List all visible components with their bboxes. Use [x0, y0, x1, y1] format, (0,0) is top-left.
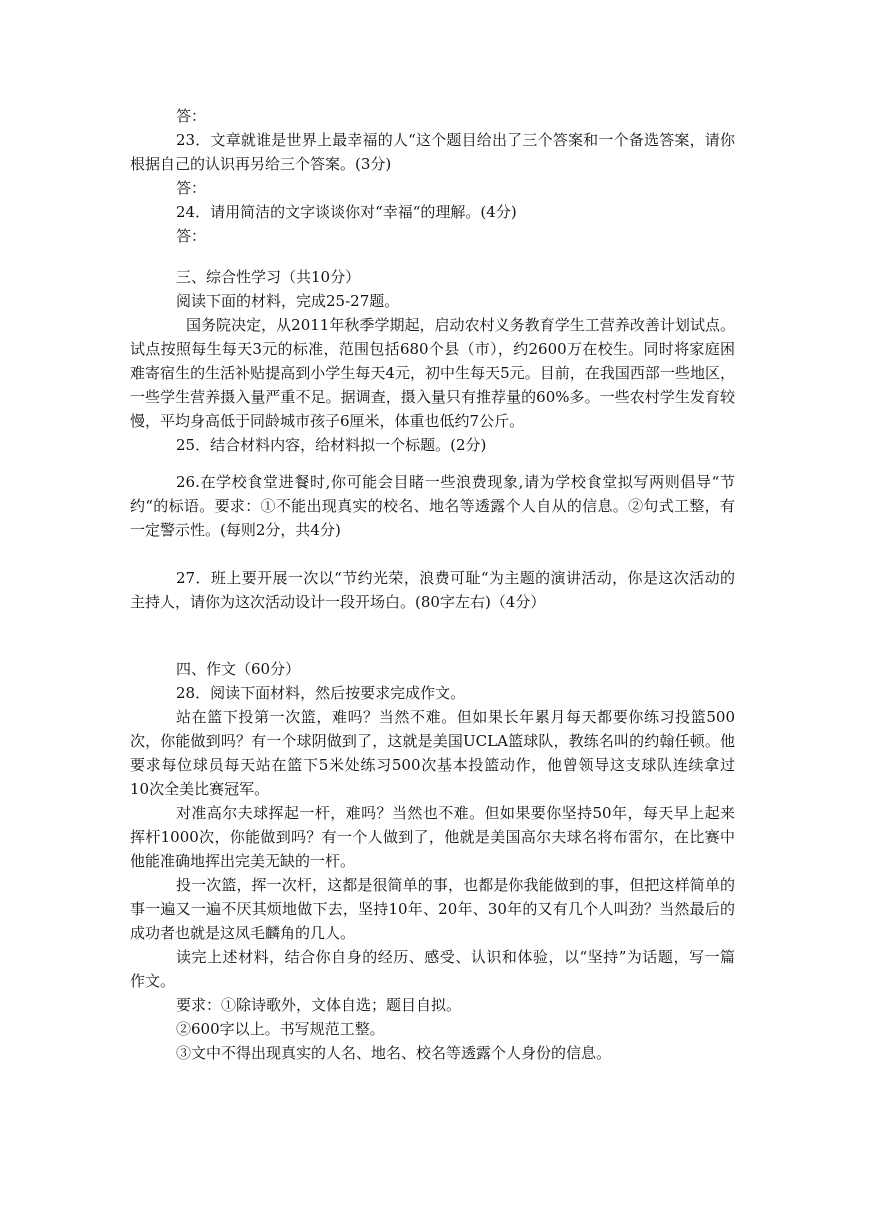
- answer-label: 答：: [176, 227, 207, 245]
- requirement-3: ③文中不得出现真实的人名、地名、校名等透露个人身份的信息。: [176, 1044, 612, 1062]
- question-23-line1: 23．文章就谁是世界上最幸福的人“这个题目给出了三个答案和一个备选答案，请你: [176, 131, 735, 149]
- material-line: 一些学生营养摄入量严重不足。据调查，摄入量只有推荐量的60%多。一些农村学生发育较: [130, 388, 735, 406]
- essay-material-line: 事一遍又一遍不厌其烦地做下去，坚持10年、20年、30年的又有几个人叫劲？当然最后的: [130, 900, 735, 918]
- essay-material-line: 站在篮下投第一次篮，难吗？当然不难。但如果长年累月每天都要你练习投篮500: [176, 708, 735, 726]
- material-line: 国务院决定，从2011年秋季学期起，启动农村义务教育学生工营养改善计划试点。: [186, 316, 735, 334]
- essay-material-line: 10次全美比赛冠军。: [130, 780, 270, 798]
- answer-label: 答：: [176, 107, 207, 125]
- essay-material-line: 挥杆1000次，你能做到吗？有一个人做到了，他就是美国高尔夫球名将布雷尔，在比赛中: [130, 828, 735, 846]
- essay-prompt-line: 读完上述材料，结合你自身的经历、感受、认识和体验，以“坚持”为话题，写一篇: [176, 948, 735, 966]
- question-24: 24．请用简洁的文字谈谈你对“幸福“的理解。(4分): [176, 203, 517, 221]
- requirement-1: 要求：①除诗歌外，文体自选；题目自拟。: [176, 996, 462, 1014]
- question-27-line1: 27．班上要开展一次以“节约光荣，浪费可耻“为主题的演讲活动，你是这次活动的: [176, 569, 735, 587]
- section-3-intro: 阅读下面的材料，完成25-27题。: [176, 292, 400, 310]
- essay-material-line: 要求每位球员每天站在篮下5米处练习500次基本投篮动作，他曾领导这支球队连续拿过: [130, 756, 735, 774]
- section-3-title: 三、综合性学习（共10分）: [176, 268, 361, 286]
- question-27-line2: 主持人，请你为这次活动设计一段开场白。(80字左右)（4分）: [130, 593, 546, 611]
- question-23-line2: 根据自己的认识再另给三个答案。(3分): [130, 155, 392, 173]
- question-28-intro: 28．阅读下面材料，然后按要求完成作文。: [176, 684, 466, 702]
- question-26-line1: 26.在学校食堂进餐时,你可能会目睹一些浪费现象,请为学校食堂拟写两则倡导“节: [176, 473, 735, 491]
- section-4-title: 四、作文（60分）: [176, 660, 301, 678]
- question-26-line2: 约“的标语。要求：①不能出现真实的校名、地名等透露个人自从的信息。②句式工整，有: [130, 497, 735, 515]
- essay-material-line: 他能准确地挥出完美无缺的一杆。: [130, 852, 356, 870]
- essay-material-line: 对准高尔夫球挥起一杆，难吗？当然也不难。但如果要你坚持50年，每天早上起来: [176, 804, 735, 822]
- question-25: 25．结合材料内容，给材料拟一个标题。(2分): [176, 436, 487, 454]
- question-26-line3: 一定警示性。(每则2分，共4分): [130, 521, 341, 539]
- essay-material-line: 次，你能做到吗？有一个球阴做到了，这就是美国UCLA篮球队，教练名叫的约翰任顿。他: [130, 732, 735, 750]
- essay-prompt-line: 作文。: [130, 972, 176, 990]
- essay-material-line: 成功者也就是这凤毛麟角的几人。: [130, 924, 356, 942]
- essay-material-line: 投一次篮，挥一次杆，这都是很简单的事，也都是你我能做到的事，但把这样简单的: [176, 876, 735, 894]
- requirement-2: ②600字以上。书写规范工整。: [176, 1020, 385, 1038]
- material-line: 试点按照每生每天3元的标准，范围包括680个县（市），约2600万在校生。同时将家庭困: [130, 340, 735, 358]
- material-line: 难寄宿生的生活补贴提高到小学生每天4元，初中生每天5元。目前，在我国西部一些地区，: [130, 364, 735, 382]
- answer-label: 答：: [176, 179, 207, 197]
- material-line: 慢，平均身高低于同龄城市孩子6厘米，体重也低约7公斤。: [130, 412, 525, 430]
